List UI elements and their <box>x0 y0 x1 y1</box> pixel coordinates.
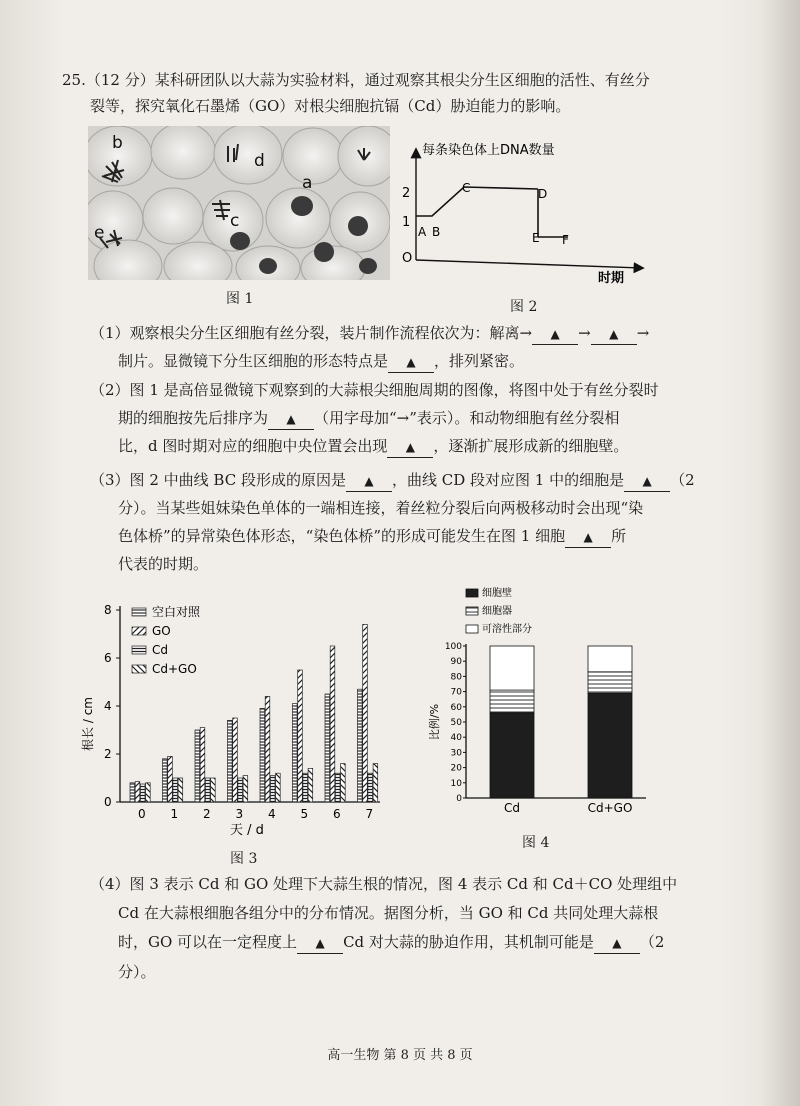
q3-line-4: 代表的时期。 <box>118 555 209 573</box>
figure4-bar-Cd-细胞器 <box>490 690 534 713</box>
figure3-y-label: 根长 / cm <box>81 697 95 751</box>
figure1-label-e: e <box>94 223 105 243</box>
figure2-caption: 图 2 <box>510 299 538 315</box>
figure4-y-label: 比例/% <box>428 703 441 741</box>
figure3-bar-Cd+GO-day3 <box>243 776 248 802</box>
figure1-micrograph <box>88 126 390 280</box>
figure3-bar-Cd+GO-day0 <box>146 783 151 802</box>
figure3-xtick-label: 7 <box>365 807 374 821</box>
figure4-legend-label-2: 可溶性部分 <box>482 624 532 635</box>
figure2-point-E: E <box>532 231 540 245</box>
figure3-bar-空白对照-day6 <box>325 694 330 802</box>
figure3-bar-GO-day4 <box>265 696 270 802</box>
q2-line-3: 比，d 图时期对应的细胞中央位置会出现 ▲ ，逐渐扩展形成新的细胞壁。 <box>118 436 628 458</box>
q2-answer-blank-2[interactable]: ▲ <box>387 436 433 458</box>
question-line-1 <box>62 70 650 90</box>
figure3-xtick-label: 1 <box>170 807 179 821</box>
figure2-point-D: D <box>538 187 548 201</box>
figure4-stacked-chart <box>420 582 660 814</box>
figure3-bar-Cd-day6 <box>335 773 340 802</box>
figure3-ytick-label: 4 <box>104 699 112 713</box>
figure2-point-A: A <box>418 225 427 239</box>
q1-answer-blank-2[interactable]: ▲ <box>591 323 637 345</box>
figure3-bar-空白对照-day2 <box>195 730 200 802</box>
figure3-bar-空白对照-day3 <box>228 720 233 802</box>
figure4-legend-swatch-2 <box>466 625 478 633</box>
question-intro-2: 裂等，探究氧化石墨烯（GO）对根尖细胞抗镉（Cd）胁迫能力的影响。 <box>90 97 571 115</box>
figure3-xtick-label: 2 <box>203 807 211 821</box>
figure1-label-b: b <box>112 133 123 153</box>
figure3-bar-Cd-day7 <box>368 773 373 802</box>
figure4-bar-Cd-细胞壁 <box>490 713 534 798</box>
figure2-tick-1: 1 <box>402 215 411 230</box>
q4-line-2: Cd 在大蒜根细胞各组分中的分布情况。据图分析，当 GO 和 Cd 共同处理大蒜根 <box>118 904 659 922</box>
figure1-caption: 图 1 <box>226 291 254 307</box>
page-footer: 高一生物 第 8 页 共 8 页 <box>327 1048 473 1063</box>
q1-line-1: （1）观察根尖分生区细胞有丝分裂，装片制作流程依次为：解离→ ▲ → ▲ → <box>90 323 649 345</box>
q3-line-1: （3）图 2 中曲线 BC 段形成的原因是 ▲ ，曲线 CD 段对应图 1 中的细胞是 ▲ （2 <box>90 470 695 492</box>
figure3-bar-Cd-day1 <box>173 778 178 802</box>
figure3-bar-GO-day6 <box>330 646 335 802</box>
figure3-bar-GO-day5 <box>298 670 303 802</box>
figure3-ytick-label: 2 <box>104 747 112 761</box>
q4-line-3: 时，GO 可以在一定程度上 ▲ Cd 对大蒜的胁迫作用，其机制可能是 ▲ （2 <box>118 932 664 954</box>
figure3-xtick-label: 0 <box>138 807 146 821</box>
figure4-ytick-label: 80 <box>450 672 462 683</box>
figure1-label-d: d <box>254 151 265 171</box>
figure3-bar-GO-day0 <box>135 782 140 802</box>
figure4-legend-swatch-1 <box>466 607 478 615</box>
figure3-legend-swatch-2 <box>132 646 146 654</box>
q3-answer-blank-1[interactable]: ▲ <box>346 470 392 492</box>
figure4-ytick-label: 90 <box>450 657 462 668</box>
figure4-ytick-label: 50 <box>450 718 462 728</box>
figure3-bar-空白对照-day1 <box>163 759 168 802</box>
figure3-caption: 图 3 <box>230 851 258 867</box>
q3-line-2: 分）。当某些姐妹染色单体的一端相连接，着丝粒分裂后向两极移动时会出现“染 <box>118 499 644 517</box>
figure4-ytick-label: 20 <box>450 763 462 774</box>
figure3-bar-Cd-day0 <box>140 784 145 802</box>
figure4-ytick-label: 10 <box>450 778 462 789</box>
figure1-label-a: a <box>302 173 313 193</box>
q4-answer-blank-2[interactable]: ▲ <box>594 932 640 954</box>
q1-answer-blank-3[interactable]: ▲ <box>388 351 434 373</box>
figure4-ytick-label: 30 <box>450 748 462 759</box>
figure3-bar-空白对照-day7 <box>358 689 363 802</box>
figure4-legend-swatch-0 <box>466 589 478 597</box>
figure3-xtick-label: 4 <box>268 807 276 821</box>
q4-line-1: （4）图 3 表示 Cd 和 GO 处理下大蒜生根的情况，图 4 表示 Cd 和 Cd＋CO 处理组中 <box>90 875 678 893</box>
figure4-bar-Cd+GO-细胞壁 <box>588 693 632 798</box>
q4-line-4: 分）。 <box>118 963 156 981</box>
figure2-point-C: C <box>462 181 471 195</box>
q2-line-2: 期的细胞按先后排序为 ▲ （用字母加“→”表示）。和动物细胞有丝分裂相 <box>118 408 619 430</box>
q1-line-2: 制片。显微镜下分生区细胞的形态特点是 ▲ ，排列紧密。 <box>118 351 524 373</box>
q2-answer-blank-1[interactable]: ▲ <box>268 408 314 430</box>
figure1-label-c: c <box>230 211 240 231</box>
figure2-dna-curve <box>416 187 538 216</box>
figure3-legend-label-0: 空白对照 <box>152 605 201 619</box>
figure3-bar-空白对照-day4 <box>260 708 265 802</box>
q1-answer-blank-1[interactable]: ▲ <box>532 323 578 345</box>
figure3-bar-Cd+GO-day4 <box>276 773 281 802</box>
figure2-origin: O <box>402 251 413 266</box>
figure4-xtick-label: Cd <box>504 801 520 814</box>
figure2-point-F: F <box>562 233 569 247</box>
figure3-bar-GO-day3 <box>233 718 238 802</box>
figure4-ytick-label: 0 <box>456 794 462 804</box>
figure3-legend-label-1: GO <box>152 624 171 638</box>
figure3-bar-Cd+GO-day5 <box>308 768 313 802</box>
figure4-ytick-label: 60 <box>450 702 462 713</box>
q2-line-1: （2）图 1 是高倍显微镜下观察到的大蒜根尖细胞周期的图像，将图中处于有丝分裂时 <box>90 381 659 399</box>
figure4-ytick-label: 70 <box>450 687 462 698</box>
figure3-bar-GO-day7 <box>363 624 368 802</box>
q3-line-3: 色体桥”的异常染色体形态，“染色体桥”的形成可能发生在图 1 细胞 ▲ 所 <box>118 526 626 548</box>
figure3-bar-Cd+GO-day1 <box>178 778 183 802</box>
figure3-legend-label-2: Cd <box>152 643 168 657</box>
figure3-bar-Cd+GO-day2 <box>211 778 216 802</box>
figure3-legend-label-3: Cd+GO <box>152 662 197 676</box>
figure3-bar-GO-day2 <box>200 728 205 802</box>
figure2-curve-chart <box>398 142 668 292</box>
question-intro-1: 某科研团队以大蒜为实验材料，通过观察其根尖分生区细胞的活性、有丝分 <box>154 71 650 89</box>
question-line-2 <box>90 96 570 116</box>
figure4-legend-label-0: 细胞壁 <box>482 588 512 599</box>
figure4-bar-Cd+GO-可溶性部分 <box>588 646 632 672</box>
figure3-ytick-label: 8 <box>104 603 112 617</box>
figure3-bar-Cd-day5 <box>303 773 308 802</box>
figure4-ytick-label: 100 <box>444 642 462 652</box>
figure3-xtick-label: 3 <box>235 807 244 821</box>
question-number: 25. <box>62 71 86 89</box>
figure3-xtick-label: 6 <box>333 807 341 821</box>
figure3-bar-Cd-day2 <box>205 778 210 802</box>
figure3-legend-swatch-3 <box>132 665 146 673</box>
figure3-bar-Cd-day4 <box>270 776 275 802</box>
figure3-legend-swatch-0 <box>132 608 146 616</box>
figure4-caption: 图 4 <box>522 835 550 851</box>
figure2-y-title: 每条染色体上DNA数量 <box>422 143 555 158</box>
figure4-bar-Cd-可溶性部分 <box>490 646 534 690</box>
q3-answer-blank-2[interactable]: ▲ <box>624 470 670 492</box>
figure3-xtick-label: 5 <box>300 807 309 821</box>
figure2-point-B: B <box>432 225 441 239</box>
figure3-bar-Cd+GO-day7 <box>373 764 378 802</box>
figure2-x-axis <box>416 260 642 268</box>
figure3-bar-空白对照-day0 <box>130 783 135 802</box>
figure2-x-title: 时期 <box>598 271 625 286</box>
figure4-xtick-label: Cd+GO <box>587 801 633 814</box>
q4-answer-blank-1[interactable]: ▲ <box>297 932 343 954</box>
figure3-bar-GO-day1 <box>168 756 173 802</box>
figure3-bar-chart <box>80 596 400 836</box>
figure3-ytick-label: 6 <box>104 651 112 665</box>
figure4-ytick-label: 40 <box>450 733 462 744</box>
figure3-legend-swatch-1 <box>132 627 146 635</box>
figure3-x-label: 天 / d <box>230 823 264 836</box>
figure2-tick-2: 2 <box>402 186 411 201</box>
figure3-bar-Cd-day3 <box>238 778 243 802</box>
figure4-legend-label-1: 细胞器 <box>482 606 512 617</box>
figure3-bar-空白对照-day5 <box>293 704 298 802</box>
question-score: （12 分） <box>85 71 155 89</box>
q3-answer-blank-3[interactable]: ▲ <box>565 526 611 548</box>
figure3-ytick-label: 0 <box>104 795 112 809</box>
figure4-bar-Cd+GO-细胞器 <box>588 672 632 693</box>
figure3-bar-Cd+GO-day6 <box>341 764 346 802</box>
